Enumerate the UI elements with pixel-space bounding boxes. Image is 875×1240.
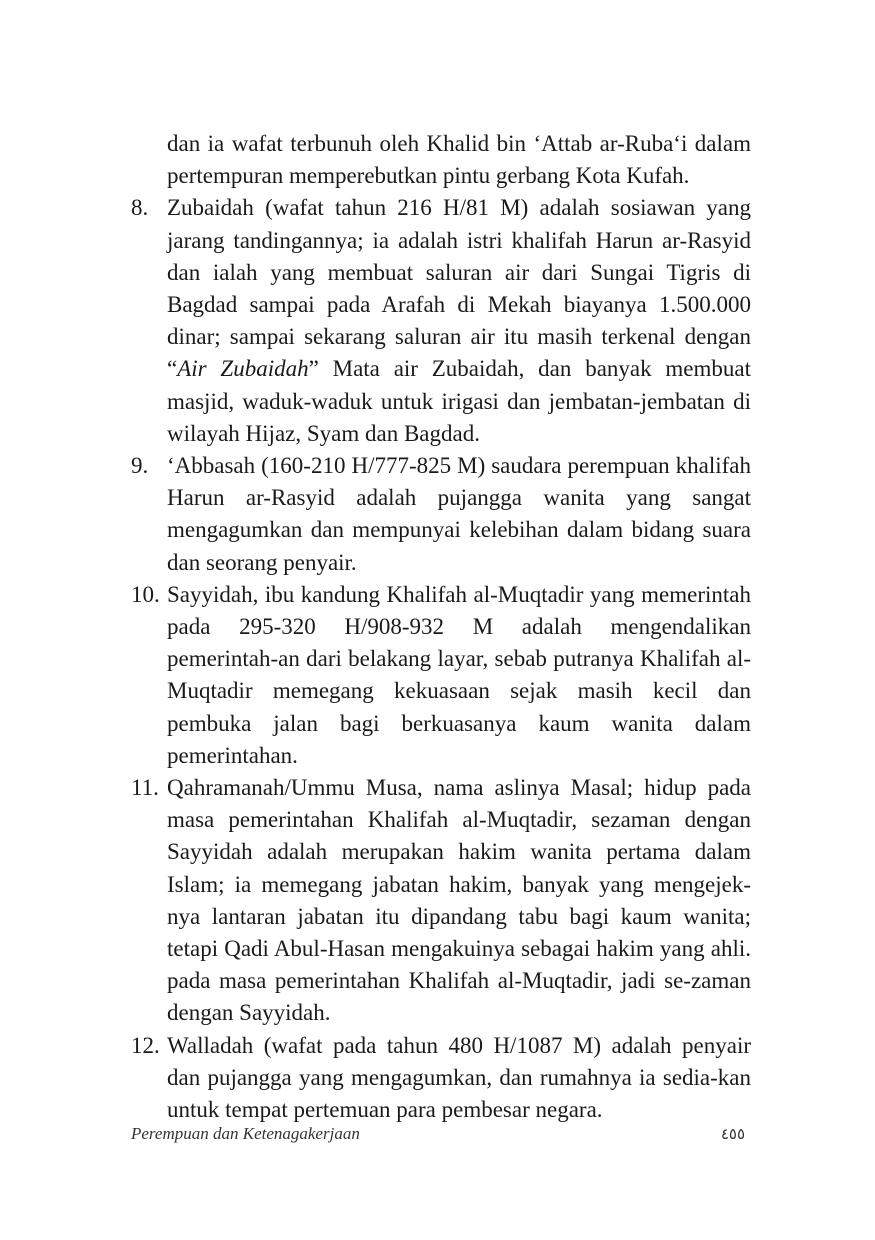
continuation-paragraph: dan ia wafat terbunuh oleh Khalid bin ‘Attab ar-Ruba‘i dalam pertempuran memperebutkan pintu gerbang Kota Kufah. — [167, 131, 751, 189]
list-item — [131, 1030, 751, 1127]
running-title: Perempuan dan Ketenagakerjaan — [131, 1124, 360, 1143]
item-text: Zubaidah (wafat tahun 216 H/81 M) adalah sosiawan yang jarang tandingannya; ia adalah istri khalifah Harun ar-Rasyid dan ialah yang membuat saluran air dari Sungai Tigris di Bagdad sampai pada Arafah di Mekah biayanya 1.500.000 dinar; sampai sekarang saluran air itu masih terkenal dengan “Air Zubaidah” Mata air Zubaidah, dan banyak membuat masjid, waduk-waduk untuk irigasi dan jembatan-jembatan di wilayah Hijaz, Syam dan Bagdad. — [167, 195, 752, 446]
item-text: ‘Abbasah (160-210 H/777-825 M) saudara perempuan khalifah Harun ar-Rasyid adalah pujangga wanita yang sangat mengagumkan dan mempunyai kelebihan dalam bidang suara dan seorang penyair. — [167, 453, 751, 575]
item-number: 12. — [131, 1032, 160, 1058]
list-item — [131, 192, 751, 450]
item-number: 11. — [131, 775, 159, 801]
item-number: 8. — [131, 195, 149, 221]
item-number: 10. — [131, 581, 160, 607]
notes-list — [131, 192, 751, 1126]
page-number: ٤٥٥ — [720, 1125, 745, 1143]
list-item — [131, 450, 751, 579]
italic-term: Air Zubaidah — [177, 356, 309, 382]
page-footer — [131, 1121, 751, 1147]
item-text: Walladah (wafat pada tahun 480 H/1087 M) adalah penyair dan pujangga yang mengagumkan, dan rumahnya ia sedia-kan untuk tempat pertemuan para pembesar negara. — [167, 1032, 751, 1123]
item-text: Qahramanah/Ummu Musa, nama aslinya Masal; hidup pada masa pemerintahan Khalifah al-Muqtadir, sezaman dengan Sayyidah adalah merupakan hakim wanita pertama dalam Islam; ia memegang jabatan hakim, banyak yang mengejek-nya lantaran jabatan itu dipandang tabu bagi kaum wanita; tetapi Qadi Abul-Hasan mengakuinya sebagai hakim yang ahli. pada masa pemerintahan Khalifah al-Muqtadir, jadi se-zaman dengan Sayyidah. — [167, 775, 751, 1026]
list-item — [131, 772, 751, 1030]
item-number: 9. — [131, 453, 149, 479]
item-text: Sayyidah, ibu kandung Khalifah al-Muqtadir yang memerintah pada 295-320 H/908-932 M adalah mengendalikan pemerintah-an dari belakang layar, sebab putranya Khalifah al-Muqtadir memegang kekuasaan sejak masih kecil dan pembuka jalan bagi berkuasanya kaum wanita dalam pemerintahan. — [167, 581, 751, 768]
notes-text-block — [131, 128, 751, 1126]
list-item — [131, 579, 751, 772]
